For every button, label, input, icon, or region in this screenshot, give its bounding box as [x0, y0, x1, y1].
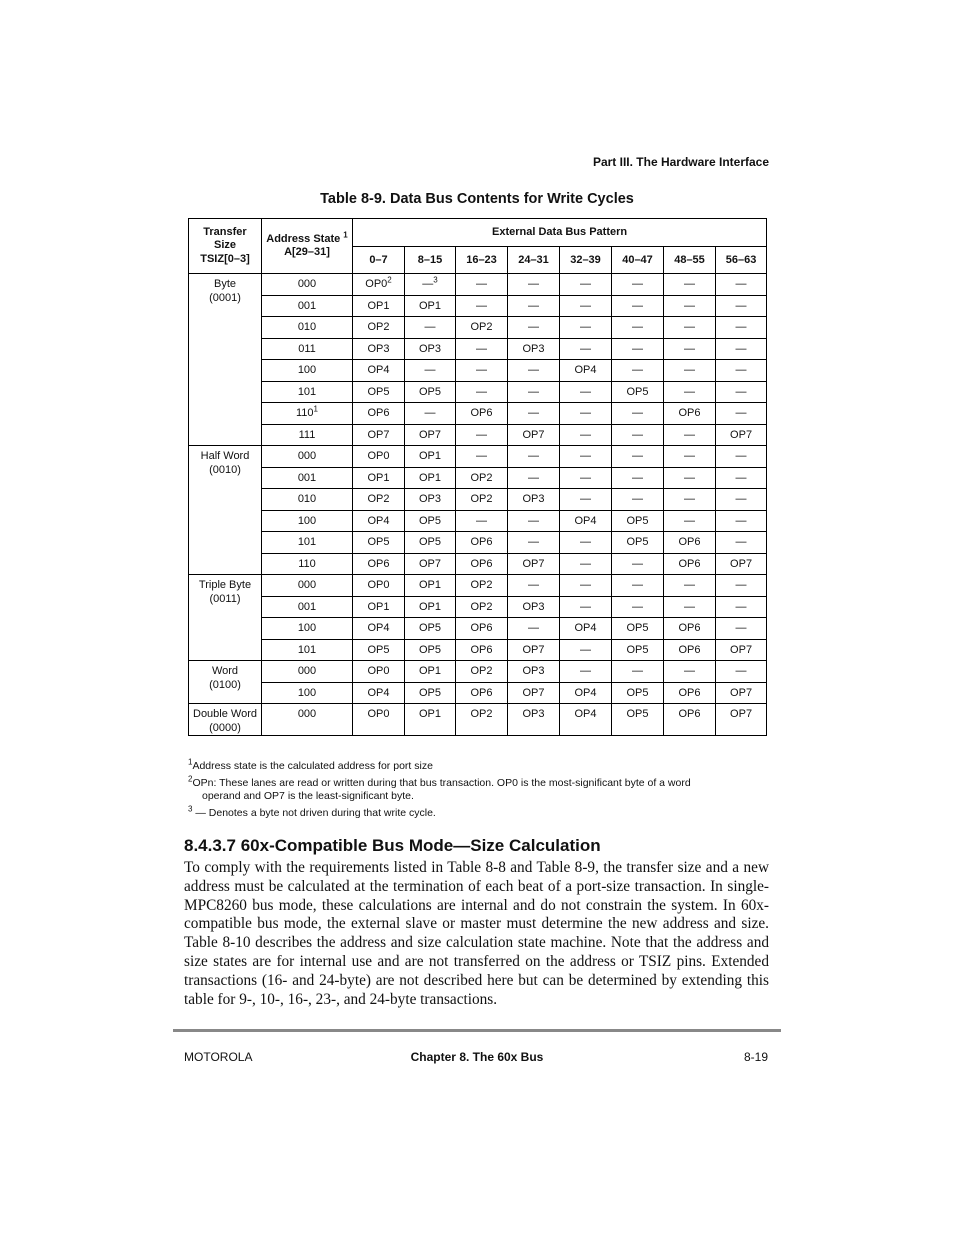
- lane-cell: OP6: [456, 403, 508, 425]
- table-row: [189, 510, 767, 532]
- lane-cell: —: [716, 467, 767, 489]
- table-row: [189, 596, 767, 618]
- lane-cell: —: [560, 338, 612, 360]
- lane-cell: OP5: [353, 639, 405, 661]
- lane-cell: —: [560, 661, 612, 683]
- lane-cell: —: [664, 381, 716, 403]
- lane-cell: —: [508, 510, 560, 532]
- lane-cell: OP7: [508, 553, 560, 575]
- lane-cell: —: [664, 489, 716, 511]
- footer-chapter: Chapter 8. The 60x Bus: [410, 1050, 544, 1064]
- lane-cell: —: [405, 360, 456, 382]
- lane-cell: —$^3$: [405, 274, 456, 296]
- lane-header: 32–39: [560, 246, 612, 274]
- lane-cell: OP5: [405, 532, 456, 554]
- address-state-cell: 101: [262, 639, 353, 661]
- lane-cell: —: [456, 295, 508, 317]
- lane-cell: —: [612, 553, 664, 575]
- lane-cell: OP0: [353, 704, 405, 736]
- lane-cell: OP1: [405, 596, 456, 618]
- lane-cell: OP1: [353, 467, 405, 489]
- page-number: 8-19: [743, 1050, 768, 1064]
- footer-left: MOTOROLA: [184, 1050, 253, 1064]
- lane-header: 0–7: [353, 246, 405, 274]
- lane-cell: —: [612, 403, 664, 425]
- lane-cell: OP4: [353, 510, 405, 532]
- lane-cell: OP7: [508, 639, 560, 661]
- table-row: [189, 467, 767, 489]
- lane-cell: OP7: [716, 682, 767, 704]
- lane-cell: —: [664, 274, 716, 296]
- lane-cell: OP1: [405, 661, 456, 683]
- table-row: [189, 381, 767, 403]
- lane-cell: —: [612, 360, 664, 382]
- lane-cell: —: [716, 274, 767, 296]
- lane-header: 40–47: [612, 246, 664, 274]
- lane-cell: —: [508, 618, 560, 640]
- lane-cell: —: [612, 317, 664, 339]
- lane-cell: OP6: [664, 682, 716, 704]
- data-bus-table: [188, 218, 767, 736]
- lane-cell: OP6: [664, 704, 716, 736]
- lane-cell: OP2: [456, 575, 508, 597]
- table-row: [189, 295, 767, 317]
- lane-cell: OP0: [353, 575, 405, 597]
- lane-cell: OP6: [353, 403, 405, 425]
- transfer-size-cell: Triple Byte (0011): [189, 575, 262, 661]
- lane-cell: —: [664, 317, 716, 339]
- lane-cell: OP4: [560, 704, 612, 736]
- lane-cell: —: [716, 532, 767, 554]
- lane-cell: OP1: [405, 295, 456, 317]
- lane-cell: —: [508, 575, 560, 597]
- lane-cell: OP0: [353, 661, 405, 683]
- lane-cell: —: [716, 489, 767, 511]
- lane-cell: OP5: [405, 381, 456, 403]
- lane-cell: OP1: [405, 575, 456, 597]
- lane-cell: —: [716, 596, 767, 618]
- address-state-cell: 001: [262, 295, 353, 317]
- lane-cell: —: [716, 510, 767, 532]
- lane-cell: OP7: [508, 424, 560, 446]
- lane-cell: —: [612, 295, 664, 317]
- lane-cell: —: [560, 467, 612, 489]
- lane-cell: —: [456, 360, 508, 382]
- lane-cell: OP3: [508, 489, 560, 511]
- lane-cell: —: [664, 661, 716, 683]
- lane-cell: OP2: [456, 489, 508, 511]
- lane-cell: —: [560, 274, 612, 296]
- lane-cell: OP5: [612, 510, 664, 532]
- lane-cell: OP1: [405, 446, 456, 468]
- lane-cell: —: [560, 553, 612, 575]
- address-state-cell: 010: [262, 489, 353, 511]
- lane-cell: OP6: [456, 682, 508, 704]
- lane-cell: OP2: [456, 596, 508, 618]
- transfer-size-cell: Byte (0001): [189, 274, 262, 446]
- lane-cell: —: [508, 274, 560, 296]
- table-row: [189, 274, 767, 296]
- address-state-cell: 100: [262, 510, 353, 532]
- lane-cell: —: [560, 317, 612, 339]
- address-state-cell: 110: [262, 553, 353, 575]
- address-state-cell: 011: [262, 338, 353, 360]
- lane-cell: —: [612, 274, 664, 296]
- lane-header: 48–55: [664, 246, 716, 274]
- lane-cell: OP5: [612, 704, 664, 736]
- table-row: [189, 553, 767, 575]
- lane-cell: OP6: [664, 618, 716, 640]
- table-row: [189, 682, 767, 704]
- lane-cell: —: [716, 446, 767, 468]
- lane-cell: —: [405, 403, 456, 425]
- lane-cell: —: [664, 575, 716, 597]
- lane-cell: —: [664, 467, 716, 489]
- table-row: [189, 532, 767, 554]
- lane-cell: $OP0^2$: [353, 274, 405, 296]
- lane-cell: OP1: [353, 295, 405, 317]
- table-footnotes: [188, 757, 768, 823]
- lane-cell: —: [456, 446, 508, 468]
- lane-cell: —: [664, 424, 716, 446]
- lane-cell: OP4: [353, 618, 405, 640]
- lane-cell: OP0: [353, 446, 405, 468]
- lane-cell: —: [612, 446, 664, 468]
- lane-cell: —: [508, 532, 560, 554]
- lane-cell: OP5: [612, 639, 664, 661]
- transfer-size-cell: Half Word (0010): [189, 446, 262, 575]
- header-transfer-size: Transfer Size TSIZ[0–3]: [189, 219, 262, 274]
- lane-cell: OP7: [405, 424, 456, 446]
- lane-cell: —: [664, 295, 716, 317]
- section-heading: 8.4.3.7 60x-Compatible Bus Mode—Size Calculation: [184, 836, 601, 855]
- address-state-cell: 101: [262, 532, 353, 554]
- lane-cell: OP7: [353, 424, 405, 446]
- table-row: [189, 403, 767, 425]
- lane-cell: OP3: [508, 338, 560, 360]
- lane-cell: —: [716, 338, 767, 360]
- lane-header: 56–63: [716, 246, 767, 274]
- header-external-pattern: External Data Bus Pattern: [353, 219, 767, 247]
- lane-cell: —: [508, 381, 560, 403]
- lane-cell: —: [664, 510, 716, 532]
- lane-cell: OP6: [353, 553, 405, 575]
- lane-cell: OP5: [612, 381, 664, 403]
- lane-cell: —: [612, 661, 664, 683]
- lane-cell: —: [716, 575, 767, 597]
- lane-cell: OP3: [405, 338, 456, 360]
- header-address-state: Address State $^1$ A[29–31]: [262, 219, 353, 274]
- lane-cell: OP5: [612, 682, 664, 704]
- lane-cell: —: [664, 446, 716, 468]
- transfer-size-cell: Word (0100): [189, 661, 262, 704]
- footnote-1: $^1$Address state is the calculated address for port size: [188, 757, 433, 772]
- lane-cell: —: [612, 489, 664, 511]
- lane-cell: —: [508, 467, 560, 489]
- running-header: Part III. The Hardware Interface: [592, 155, 769, 169]
- lane-cell: OP5: [353, 381, 405, 403]
- lane-cell: OP7: [716, 553, 767, 575]
- lane-cell: OP3: [508, 704, 560, 736]
- lane-cell: OP6: [664, 639, 716, 661]
- lane-cell: OP3: [353, 338, 405, 360]
- lane-cell: —: [716, 317, 767, 339]
- lane-cell: —: [508, 360, 560, 382]
- lane-cell: —: [456, 274, 508, 296]
- table-row: [189, 446, 767, 468]
- lane-cell: —: [716, 661, 767, 683]
- lane-cell: —: [716, 403, 767, 425]
- lane-cell: OP6: [456, 639, 508, 661]
- lane-cell: OP2: [353, 317, 405, 339]
- address-state-cell: 000: [262, 661, 353, 683]
- lane-cell: —: [560, 381, 612, 403]
- lane-cell: —: [508, 295, 560, 317]
- lane-cell: OP6: [456, 532, 508, 554]
- address-state-cell: 010: [262, 317, 353, 339]
- lane-cell: —: [560, 639, 612, 661]
- lane-cell: OP4: [560, 360, 612, 382]
- lane-cell: OP7: [508, 682, 560, 704]
- lane-cell: OP7: [716, 424, 767, 446]
- lane-cell: —: [612, 424, 664, 446]
- lane-cell: —: [560, 424, 612, 446]
- lane-cell: —: [508, 446, 560, 468]
- lane-cell: OP3: [508, 661, 560, 683]
- lane-cell: OP2: [456, 704, 508, 736]
- lane-cell: OP5: [405, 682, 456, 704]
- lane-cell: OP1: [405, 467, 456, 489]
- lane-cell: —: [560, 575, 612, 597]
- lane-cell: —: [560, 403, 612, 425]
- lane-cell: OP2: [353, 489, 405, 511]
- lane-cell: —: [664, 338, 716, 360]
- lane-cell: —: [456, 510, 508, 532]
- lane-cell: —: [456, 381, 508, 403]
- lane-cell: —: [508, 317, 560, 339]
- lane-header: 16–23: [456, 246, 508, 274]
- lane-cell: —: [716, 381, 767, 403]
- address-state-cell: 100: [262, 360, 353, 382]
- lane-cell: OP6: [664, 403, 716, 425]
- table-row: [189, 489, 767, 511]
- lane-cell: OP5: [405, 618, 456, 640]
- table-row: [189, 338, 767, 360]
- lane-cell: —: [560, 596, 612, 618]
- footer-rule: [173, 1029, 781, 1032]
- table-row: [189, 661, 767, 683]
- lane-cell: —: [456, 424, 508, 446]
- address-state-cell: 000: [262, 704, 353, 736]
- lane-cell: —: [560, 489, 612, 511]
- table-row: [189, 704, 767, 736]
- lane-cell: —: [664, 596, 716, 618]
- lane-cell: —: [612, 575, 664, 597]
- address-state-cell: 000: [262, 575, 353, 597]
- lane-cell: —: [612, 467, 664, 489]
- table-row: [189, 424, 767, 446]
- address-state-cell: 101: [262, 381, 353, 403]
- lane-cell: —: [612, 338, 664, 360]
- address-state-cell: 001: [262, 596, 353, 618]
- table-row: [189, 639, 767, 661]
- lane-cell: OP7: [405, 553, 456, 575]
- lane-cell: OP3: [405, 489, 456, 511]
- lane-cell: OP2: [456, 467, 508, 489]
- lane-cell: OP3: [508, 596, 560, 618]
- lane-cell: OP5: [405, 639, 456, 661]
- lane-cell: OP6: [664, 553, 716, 575]
- table-row: [189, 618, 767, 640]
- lane-cell: OP6: [664, 532, 716, 554]
- lane-cell: —: [456, 338, 508, 360]
- lane-cell: OP4: [560, 510, 612, 532]
- lane-cell: OP4: [560, 682, 612, 704]
- lane-header: 8–15: [405, 246, 456, 274]
- lane-cell: OP4: [353, 682, 405, 704]
- lane-cell: —: [508, 403, 560, 425]
- lane-cell: —: [716, 360, 767, 382]
- lane-cell: OP2: [456, 317, 508, 339]
- address-state-cell: 100: [262, 682, 353, 704]
- lane-cell: —: [664, 360, 716, 382]
- lane-cell: OP5: [612, 618, 664, 640]
- lane-cell: —: [405, 317, 456, 339]
- table-title: Table 8-9. Data Bus Contents for Write Cycles: [320, 191, 634, 207]
- lane-cell: —: [716, 618, 767, 640]
- transfer-size-cell: Double Word (0000): [189, 704, 262, 736]
- lane-cell: —: [716, 295, 767, 317]
- lane-cell: OP7: [716, 704, 767, 736]
- lane-cell: —: [560, 295, 612, 317]
- address-state-cell: 000: [262, 274, 353, 296]
- address-state-cell: 111: [262, 424, 353, 446]
- table-row: [189, 360, 767, 382]
- lane-cell: —: [612, 596, 664, 618]
- table-row: [189, 317, 767, 339]
- lane-cell: OP6: [456, 618, 508, 640]
- lane-cell: OP1: [405, 704, 456, 736]
- table-row: [189, 575, 767, 597]
- lane-cell: OP4: [353, 360, 405, 382]
- lane-cell: OP5: [612, 532, 664, 554]
- body-paragraph: To comply with the requirements listed in Table 8-8 and Table 8-9, the transfer size and a new address must be calculated at the termination of each beat of a port-size transaction. In single-MPC8260 bus mode, these calculations are internal and do not constrain the system. In 60x-compatible bus mode, the external slave or master must determine the new address and size. Table 8-10 describes the address and size calculation state machine. Note that the address and size states are for internal use and are not transferred on the address or TSIZ pins. Extended transactions (16- and 24-byte) are not described here but can be determined by extending this table for 9-, 10-, 16-, 23-, and 24-byte transactions.: [184, 859, 769, 1008]
- lane-cell: OP2: [456, 661, 508, 683]
- footnote-2: $^2$OPn: These lanes are read or written during that bus transaction. OP0 is the most-significant byte of a word operand and OP7 is the least-significant byte.: [188, 774, 691, 802]
- lane-cell: —: [560, 446, 612, 468]
- lane-cell: OP4: [560, 618, 612, 640]
- lane-cell: OP1: [353, 596, 405, 618]
- lane-cell: OP6: [456, 553, 508, 575]
- address-state-cell: $110^1$: [262, 403, 353, 425]
- lane-header: 24–31: [508, 246, 560, 274]
- lane-cell: OP5: [405, 510, 456, 532]
- lane-cell: OP5: [353, 532, 405, 554]
- address-state-cell: 000: [262, 446, 353, 468]
- lane-cell: OP7: [716, 639, 767, 661]
- lane-cell: —: [560, 532, 612, 554]
- address-state-cell: 001: [262, 467, 353, 489]
- address-state-cell: 100: [262, 618, 353, 640]
- footnote-3: $^3$ — Denotes a byte not driven during that write cycle.: [188, 804, 436, 819]
